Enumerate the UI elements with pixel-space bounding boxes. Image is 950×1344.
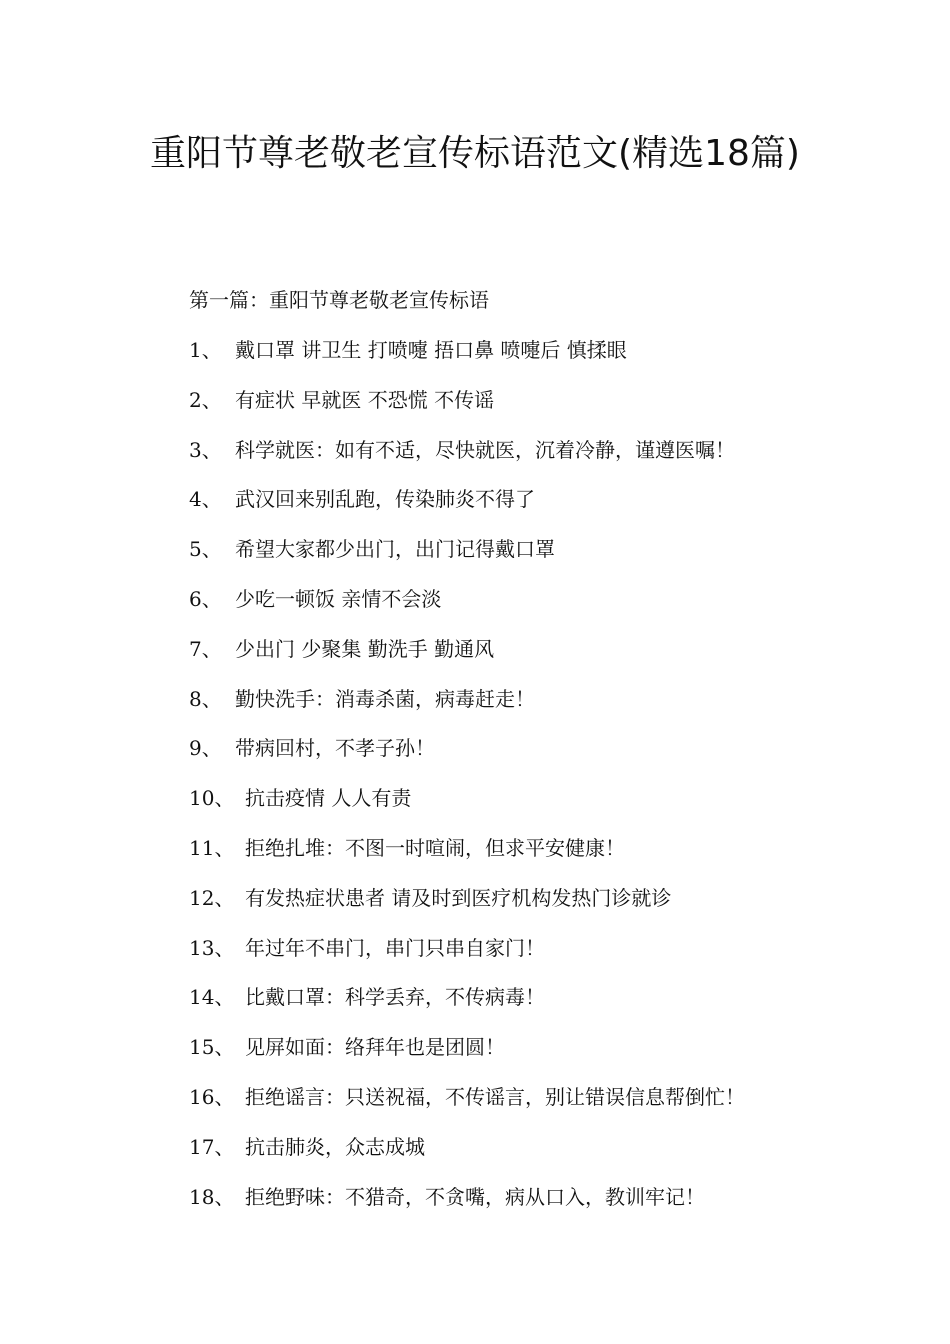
document-body: [189, 284, 829, 1230]
list-item: [189, 334, 829, 384]
list-item: [189, 882, 829, 932]
list-item-text: 拒绝扎堆：不图一时喧闹，但求平安健康！: [245, 835, 625, 860]
list-item-text: 抗击肺炎，众志成城: [245, 1134, 425, 1159]
list-item-number: 15、: [189, 1035, 235, 1060]
list-item: [189, 434, 829, 484]
list-item-text: 见屏如面：络拜年也是团圆！: [245, 1035, 505, 1060]
list-item-number: 10、: [189, 786, 235, 811]
list-item: [189, 1081, 829, 1131]
list-item-number: 14、: [189, 985, 235, 1010]
list-item-number: 17、: [189, 1134, 235, 1159]
list-item: [189, 583, 829, 633]
list-item-number: 13、: [189, 935, 235, 960]
list-item: [189, 1031, 829, 1081]
list-item: [189, 1181, 829, 1231]
list-item: [189, 932, 829, 982]
list-item: [189, 683, 829, 733]
list-item-number: 5、: [189, 537, 222, 562]
list-item-number: 7、: [189, 636, 222, 661]
list-item: [189, 384, 829, 434]
list-item: [189, 782, 829, 832]
list-item-number: 12、: [189, 885, 235, 910]
list-item-text: 年过年不串门，串门只串自家门！: [245, 935, 545, 960]
list-item-number: 1、: [189, 338, 222, 362]
list-item-number: 8、: [189, 686, 222, 711]
list-item-number: 9、: [189, 736, 222, 761]
list-item-number: 6、: [189, 586, 222, 611]
list-item: [189, 832, 829, 882]
list-item: [189, 732, 829, 782]
list-item-number: 3、: [189, 437, 222, 462]
list-item-text: 有症状 早就医 不恐慌 不传谣: [235, 387, 495, 412]
list-item-text: 比戴口罩：科学丢弃，不传病毒！: [245, 985, 545, 1010]
list-item-text: 武汉回来别乱跑，传染肺炎不得了: [235, 487, 535, 512]
list-item-number: 18、: [189, 1184, 235, 1209]
slogan-list: [189, 334, 829, 1230]
list-item-text: 勤快洗手：消毒杀菌，病毒赶走！: [235, 686, 535, 711]
list-item-number: 2、: [189, 387, 222, 412]
section-heading: 第一篇：重阳节尊老敬老宣传标语: [189, 288, 489, 312]
list-item-text: 拒绝野味：不猎奇，不贪嘴，病从口入，教训牢记！: [245, 1184, 705, 1209]
list-item-number: 16、: [189, 1084, 235, 1109]
list-item-number: 4、: [189, 487, 222, 512]
list-item: [189, 981, 829, 1031]
list-item: [189, 483, 829, 533]
list-item-text: 少出门 少聚集 勤洗手 勤通风: [235, 636, 495, 661]
list-item-text: 科学就医：如有不适，尽快就医，沉着冷静，谨遵医嘱！: [235, 437, 735, 462]
document-title: 重阳节尊老敬老宣传标语范文(精选18篇): [150, 133, 800, 174]
list-item-text: 戴口罩 讲卫生 打喷嚏 捂口鼻 喷嚏后 慎揉眼: [235, 338, 627, 362]
list-item: [189, 1131, 829, 1181]
list-item: [189, 633, 829, 683]
list-item-text: 拒绝谣言：只送祝福，不传谣言，别让错误信息帮倒忙！: [245, 1084, 745, 1109]
list-item-number: 11、: [189, 835, 235, 860]
list-item-text: 带病回村，不孝子孙！: [235, 736, 435, 761]
list-item-text: 希望大家都少出门，出门记得戴口罩: [235, 537, 555, 562]
list-item-text: 少吃一顿饭 亲情不会淡: [235, 586, 442, 611]
list-item-text: 抗击疫情 人人有责: [245, 786, 412, 811]
list-item-text: 有发热症状患者 请及时到医疗机构发热门诊就诊: [245, 885, 672, 910]
list-item: [189, 533, 829, 583]
